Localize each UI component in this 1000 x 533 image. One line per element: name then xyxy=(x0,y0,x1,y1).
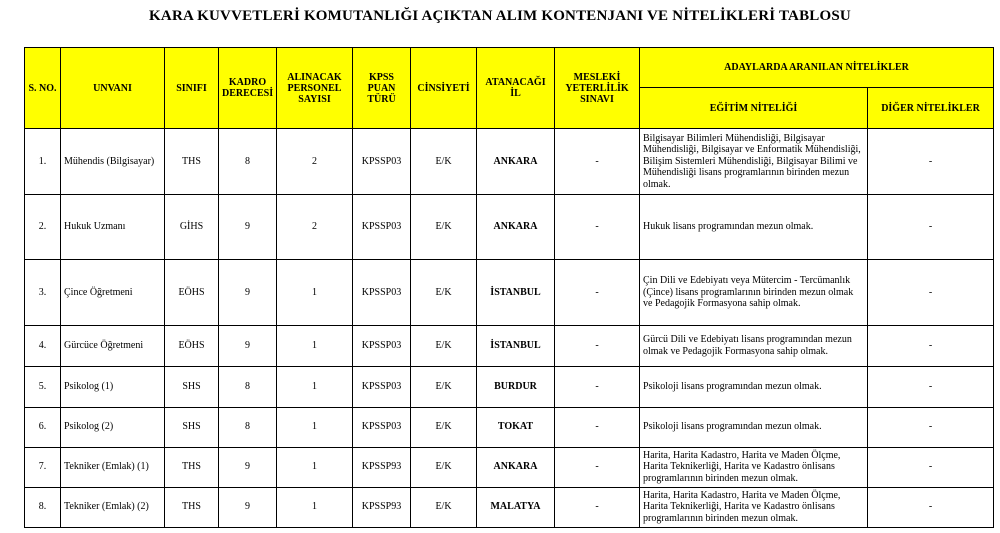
cell-cinsiyet: E/K xyxy=(411,325,477,366)
header-atanacagi-il: ATANACAĞI İL xyxy=(477,48,555,129)
header-cinsiyeti: CİNSİYETİ xyxy=(411,48,477,129)
cell-diger: - xyxy=(868,366,994,407)
cell-kpss: KPSSP93 xyxy=(353,487,411,527)
table-row xyxy=(25,325,994,366)
cell-cinsiyet: E/K xyxy=(411,447,477,487)
cell-kadro: 9 xyxy=(219,194,277,260)
header-mesleki-yeterlilik: MESLEKİ YETERLİLİK SINAVI xyxy=(555,48,640,129)
cell-no: 5. xyxy=(25,366,61,407)
header-diger-nitelikler: DİĞER NİTELİKLER xyxy=(868,88,994,129)
cell-mesleki: - xyxy=(555,407,640,447)
cell-diger: - xyxy=(868,260,994,326)
cell-diger: - xyxy=(868,194,994,260)
cell-kpss: KPSSP03 xyxy=(353,129,411,195)
cell-il: TOKAT xyxy=(477,407,555,447)
cell-kpss: KPSSP03 xyxy=(353,407,411,447)
cell-sayi: 2 xyxy=(277,194,353,260)
cell-sayi: 1 xyxy=(277,366,353,407)
cell-egitim: Gürcü Dili ve Edebiyatı lisans programından mezun olmak ve Pedagojik Formasyona sahip olmak. xyxy=(640,325,868,366)
cell-egitim: Harita, Harita Kadastro, Harita ve Maden Ölçme, Harita Teknikerliği, Harita ve Kadastro önlisans programlarının birinden mezun olmak. xyxy=(640,487,868,527)
header-sno: S. NO. xyxy=(25,48,61,129)
cell-il: ANKARA xyxy=(477,447,555,487)
cell-cinsiyet: E/K xyxy=(411,260,477,326)
cell-mesleki: - xyxy=(555,260,640,326)
header-unvani: UNVANI xyxy=(61,48,165,129)
cell-sayi: 1 xyxy=(277,260,353,326)
cell-egitim: Hukuk lisans programından mezun olmak. xyxy=(640,194,868,260)
header-sinifi: SINIFI xyxy=(165,48,219,129)
cell-unvani: Tekniker (Emlak) (1) xyxy=(61,447,165,487)
table-row xyxy=(25,366,994,407)
cell-il: ANKARA xyxy=(477,194,555,260)
cell-kadro: 8 xyxy=(219,129,277,195)
cell-mesleki: - xyxy=(555,447,640,487)
quota-table xyxy=(24,47,994,528)
cell-egitim: Psikoloji lisans programından mezun olmak. xyxy=(640,366,868,407)
table-row xyxy=(25,487,994,527)
cell-sayi: 1 xyxy=(277,407,353,447)
cell-no: 3. xyxy=(25,260,61,326)
cell-no: 1. xyxy=(25,129,61,195)
cell-egitim: Çin Dili ve Edebiyatı veya Mütercim - Tercümanlık (Çince) lisans programlarının birinden mezun olmak ve Pedagojik Formasyona sahip olmak. xyxy=(640,260,868,326)
cell-no: 2. xyxy=(25,194,61,260)
cell-kpss: KPSSP03 xyxy=(353,194,411,260)
cell-diger: - xyxy=(868,129,994,195)
cell-sayi: 2 xyxy=(277,129,353,195)
cell-sinifi: THS xyxy=(165,129,219,195)
cell-kpss: KPSSP03 xyxy=(353,366,411,407)
cell-sinifi: SHS xyxy=(165,366,219,407)
cell-sinifi: THS xyxy=(165,447,219,487)
cell-mesleki: - xyxy=(555,194,640,260)
cell-no: 7. xyxy=(25,447,61,487)
cell-unvani: Çince Öğretmeni xyxy=(61,260,165,326)
cell-diger: - xyxy=(868,325,994,366)
cell-il: ANKARA xyxy=(477,129,555,195)
cell-diger: - xyxy=(868,487,994,527)
cell-sayi: 1 xyxy=(277,487,353,527)
cell-cinsiyet: E/K xyxy=(411,194,477,260)
table-row xyxy=(25,407,994,447)
cell-sinifi: EÖHS xyxy=(165,325,219,366)
cell-unvani: Psikolog (2) xyxy=(61,407,165,447)
cell-il: MALATYA xyxy=(477,487,555,527)
cell-sayi: 1 xyxy=(277,325,353,366)
cell-cinsiyet: E/K xyxy=(411,487,477,527)
cell-sayi: 1 xyxy=(277,447,353,487)
cell-unvani: Tekniker (Emlak) (2) xyxy=(61,487,165,527)
cell-unvani: Mühendis (Bilgisayar) xyxy=(61,129,165,195)
header-kadro-derecesi: KADRO DERECESİ xyxy=(219,48,277,129)
cell-sinifi: SHS xyxy=(165,407,219,447)
table-row xyxy=(25,447,994,487)
header-egitim-niteligi: EĞİTİM NİTELİĞİ xyxy=(640,88,868,129)
cell-unvani: Gürcüce Öğretmeni xyxy=(61,325,165,366)
table-row xyxy=(25,129,994,195)
cell-diger: - xyxy=(868,447,994,487)
cell-kadro: 9 xyxy=(219,487,277,527)
cell-unvani: Hukuk Uzmanı xyxy=(61,194,165,260)
cell-mesleki: - xyxy=(555,487,640,527)
cell-kpss: KPSSP03 xyxy=(353,325,411,366)
cell-diger: - xyxy=(868,407,994,447)
cell-no: 6. xyxy=(25,407,61,447)
cell-kadro: 9 xyxy=(219,325,277,366)
cell-il: İSTANBUL xyxy=(477,260,555,326)
cell-sinifi: EÖHS xyxy=(165,260,219,326)
cell-il: İSTANBUL xyxy=(477,325,555,366)
cell-cinsiyet: E/K xyxy=(411,366,477,407)
cell-kpss: KPSSP03 xyxy=(353,260,411,326)
cell-sinifi: GİHS xyxy=(165,194,219,260)
cell-mesleki: - xyxy=(555,129,640,195)
cell-no: 4. xyxy=(25,325,61,366)
table-row xyxy=(25,260,994,326)
page-title: KARA KUVVETLERİ KOMUTANLIĞI AÇIKTAN ALIM KONTENJANI VE NİTELİKLERİ TABLOSU xyxy=(149,8,851,24)
cell-mesleki: - xyxy=(555,325,640,366)
cell-sinifi: THS xyxy=(165,487,219,527)
cell-kadro: 8 xyxy=(219,407,277,447)
header-aranilan-nitelikler: ADAYLARDA ARANILAN NİTELİKLER xyxy=(640,48,994,88)
cell-il: BURDUR xyxy=(477,366,555,407)
cell-mesleki: - xyxy=(555,366,640,407)
cell-egitim: Bilgisayar Bilimleri Mühendisliği, Bilgisayar Mühendisliği, Bilgisayar ve Enformatik Mühendisliği, Bilişim Sistemleri Mühendisliği, Bilgisayar Bilimi ve Mühendisliği lisans programlarının birinden mezun olmak. xyxy=(640,129,868,195)
cell-kadro: 9 xyxy=(219,260,277,326)
header-row xyxy=(25,48,994,88)
cell-egitim: Harita, Harita Kadastro, Harita ve Maden Ölçme, Harita Teknikerliği, Harita ve Kadastro önlisans programlarının birinden mezun olmak. xyxy=(640,447,868,487)
cell-no: 8. xyxy=(25,487,61,527)
table-row xyxy=(25,194,994,260)
cell-kadro: 9 xyxy=(219,447,277,487)
cell-unvani: Psikolog (1) xyxy=(61,366,165,407)
header-alinacak-personel: ALINACAK PERSONEL SAYISI xyxy=(277,48,353,129)
cell-kadro: 8 xyxy=(219,366,277,407)
cell-kpss: KPSSP93 xyxy=(353,447,411,487)
cell-cinsiyet: E/K xyxy=(411,129,477,195)
cell-egitim: Psikoloji lisans programından mezun olmak. xyxy=(640,407,868,447)
header-kpss-puan-turu: KPSS PUAN TÜRÜ xyxy=(353,48,411,129)
cell-cinsiyet: E/K xyxy=(411,407,477,447)
